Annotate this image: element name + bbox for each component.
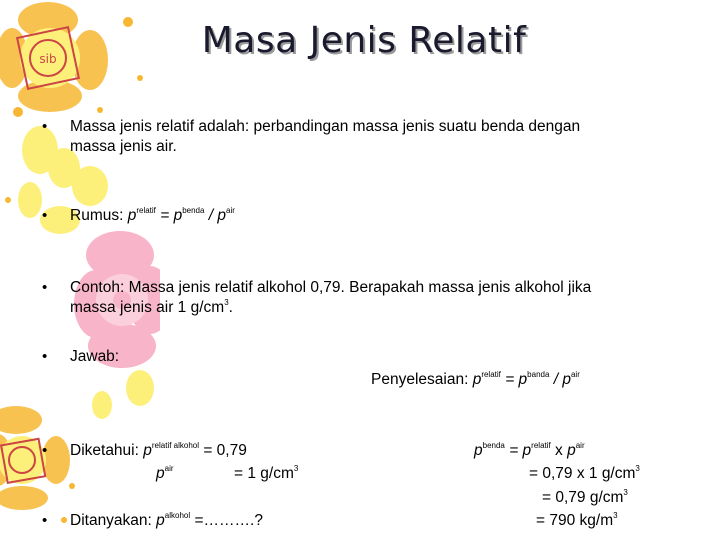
bullet: • xyxy=(42,207,48,224)
rho-symbol: p xyxy=(127,207,137,224)
calc-step-2: = 0,79 $g/cm^3$ xyxy=(542,488,628,506)
calc-formula: $p^{benda} = p^{relatif}$ x $p^{air}$ xyxy=(474,441,585,459)
bullet: • xyxy=(42,512,48,529)
page-title: Masa Jenis Relatif xyxy=(201,20,527,61)
bullet: • xyxy=(42,348,48,365)
given-air: $p^{air}$ xyxy=(156,464,174,482)
formula-line: Rumus: $p^{relatif} = p^{benda} / p^{air}$ xyxy=(70,206,235,224)
decorative-flower-border xyxy=(0,0,160,546)
bullet: • xyxy=(42,279,48,296)
definition-line-1: Massa jenis relatif adalah: perbandingan massa jenis suatu benda dengan xyxy=(70,118,581,135)
answer-label: Jawab: xyxy=(70,348,120,365)
bottom-flower-icon xyxy=(0,406,70,510)
formula-label: Rumus: xyxy=(70,207,124,224)
solution-formula: Penyelesaian: $p^{relatif} = p^{banda} / p^{air}$ xyxy=(371,370,580,388)
given-relatif: Diketahui: $p^{relatif alkohol} = 0,79$ xyxy=(70,441,247,459)
example-line-1: Contoh: Massa jenis relatif alkohol 0,79. Berapakah massa jenis alkohol jika xyxy=(70,279,592,296)
given-air-value: = 1 $g/cm^3$ xyxy=(234,464,299,482)
definition-line-2: massa jenis air. xyxy=(70,138,177,155)
asked-line: Ditanyakan: $p^{alkohol}$ =……….? xyxy=(70,511,263,529)
calc-step-1: = 0,79 x 1 $g/cm^3$ xyxy=(529,464,640,482)
bullet: • xyxy=(42,442,48,459)
example-line-2: massa jenis air 1 $g/cm^3$. xyxy=(70,298,233,316)
bullet: • xyxy=(42,118,48,135)
svg-text:sib: sib xyxy=(39,52,57,66)
calc-result: = 790 $kg/m^3$ xyxy=(536,511,618,529)
